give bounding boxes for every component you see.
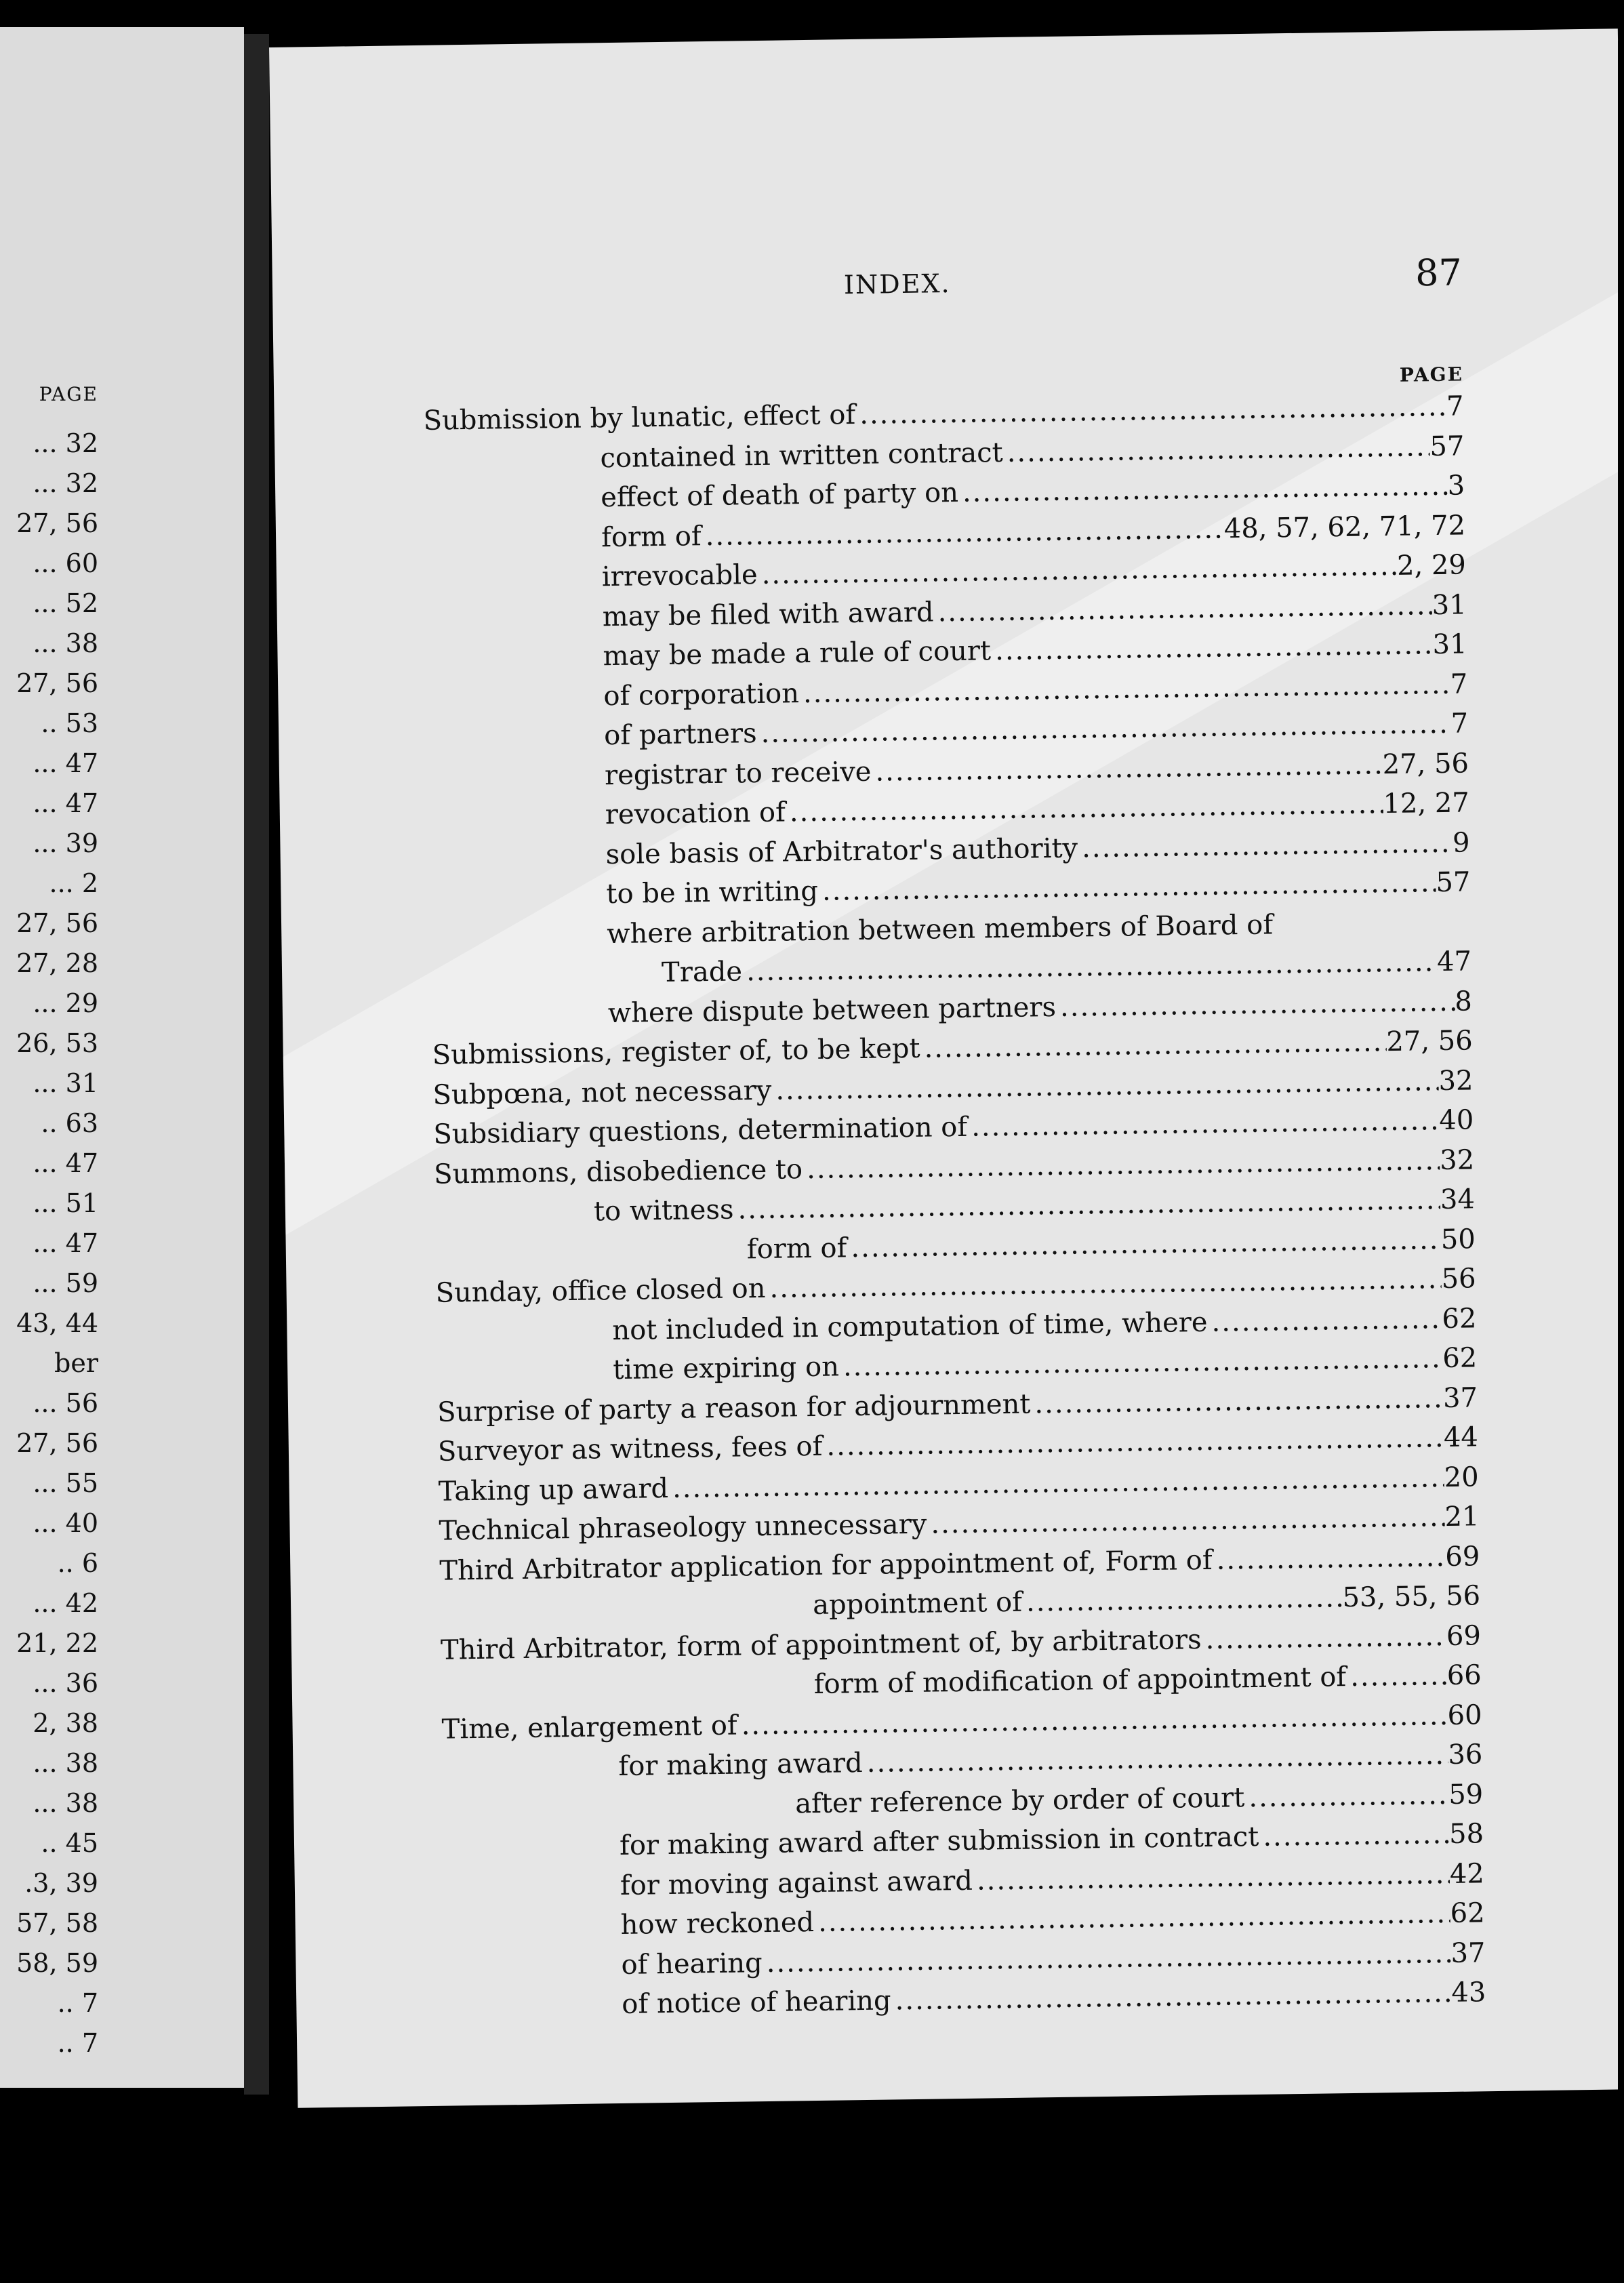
- page-column-label: PAGE: [1399, 363, 1464, 386]
- left-page-ref: 27, 56: [16, 508, 98, 538]
- index-entry-page: 3: [1447, 470, 1465, 502]
- index-entry-text: of hearing: [621, 1947, 763, 1981]
- index-entry-page: 62: [1442, 1302, 1477, 1335]
- index-entry-text: appointment of: [812, 1586, 1023, 1621]
- index-entry-text: revocation of: [605, 796, 786, 831]
- left-page-ref: 57, 58: [16, 1908, 98, 1938]
- index-entry-page: 57: [1436, 866, 1471, 899]
- left-page-ref: 27, 56: [16, 668, 98, 698]
- index-entry-text: Surprise of party a reason for adjournment: [437, 1388, 1031, 1428]
- index-entry-page: 62: [1442, 1342, 1478, 1375]
- index-entry-page: 37: [1442, 1381, 1478, 1414]
- index-entry-text: form of: [601, 520, 702, 553]
- index-entry-page: 7: [1450, 668, 1468, 700]
- index-entry-text: contained in written contract: [600, 437, 1003, 474]
- page-number: 87: [1415, 251, 1463, 295]
- left-page-refs: [0, 424, 98, 2063]
- left-page-ref: ... 55: [33, 1468, 98, 1498]
- index-entry-text: after reference by order of court: [794, 1781, 1245, 1819]
- index-entry-text: for moving against award: [620, 1865, 973, 1901]
- index-entry-text: Taking up award: [438, 1472, 669, 1508]
- index-entry-text: of corporation: [603, 677, 800, 712]
- right-page: [269, 28, 1624, 2107]
- dot-leader: [1259, 1815, 1450, 1857]
- left-page-ref: ... 42: [33, 1588, 98, 1618]
- index-entry-text: Time, enlargement of: [441, 1710, 737, 1745]
- left-page-ref: ... 31: [33, 1068, 98, 1098]
- index-entry-text: of partners: [603, 718, 757, 752]
- index-entry-page: 36: [1448, 1739, 1483, 1771]
- index-entry-page: 44: [1443, 1421, 1479, 1454]
- index-entry-text: where dispute between partners: [607, 991, 1057, 1029]
- index-entry-page: 32: [1439, 1144, 1475, 1176]
- dot-leader: [1078, 823, 1453, 868]
- index-entry-page: 53, 55, 56: [1342, 1580, 1481, 1614]
- dot-leader: [871, 745, 1383, 792]
- left-page-ref: .3, 39: [24, 1868, 98, 1898]
- book-gutter: [244, 34, 269, 2095]
- index-entry-page: 62: [1450, 1897, 1485, 1929]
- left-page-ref: .. 7: [57, 1988, 98, 2018]
- left-page-ref: .. 6: [57, 1548, 98, 1578]
- index-entry-page: 31: [1432, 588, 1467, 621]
- index-entry-text: how reckoned: [620, 1907, 815, 1941]
- dot-leader: [1056, 982, 1455, 1027]
- left-page-ref: ... 56: [33, 1388, 98, 1418]
- index-entry-text: Submissions, register of, to be kept: [432, 1032, 920, 1071]
- index-entry-page: 69: [1445, 1540, 1480, 1573]
- dot-leader: [1002, 427, 1430, 472]
- left-page-ref: 43, 44: [16, 1308, 98, 1338]
- index-entry-page: 50: [1440, 1223, 1476, 1255]
- index-entry-page: 34: [1440, 1184, 1476, 1216]
- dot-leader: [1244, 1775, 1449, 1817]
- index-entry-text: to be in writing: [606, 875, 819, 910]
- left-page-ref: 27, 56: [16, 908, 98, 938]
- index-entry-page: 48, 57, 62, 71, 72: [1223, 509, 1466, 544]
- left-page-ref: ... 29: [33, 988, 98, 1018]
- left-page-ref: ... 52: [33, 588, 98, 618]
- index-entry-text: Subpœna, not necessary: [432, 1074, 772, 1111]
- index-entry-page: 57: [1429, 430, 1465, 462]
- index-entry-page: 58: [1448, 1818, 1484, 1850]
- index-entry-text: Third Arbitrator, form of appointment of, by arbitrators: [440, 1623, 1202, 1666]
- index-entry-page: 12, 27: [1383, 787, 1470, 820]
- index-entry-page: 69: [1446, 1619, 1482, 1652]
- index-entry-text: Surveyor as witness, fees of: [437, 1430, 823, 1468]
- index-entry-page: 27, 56: [1382, 747, 1469, 780]
- dot-leader: [991, 625, 1433, 671]
- left-page-ref: ... 38: [33, 1748, 98, 1778]
- index-entry-page: 66: [1446, 1659, 1482, 1691]
- index-entry-text: Technical phraseology unnecessary: [439, 1508, 927, 1547]
- left-page-ref: ... 47: [33, 1148, 98, 1178]
- left-page-ref: ... 47: [33, 1228, 98, 1258]
- left-page: [0, 27, 244, 2088]
- index-entry-text: Submission by lunatic, effect of: [423, 399, 856, 437]
- index-entry-page: 9: [1452, 826, 1470, 859]
- index-entry-page: 2, 29: [1396, 549, 1467, 582]
- index-entry-page: 7: [1446, 390, 1464, 422]
- index-entry-text: Subsidiary questions, determination of: [433, 1111, 968, 1150]
- index-entry-text: time expiring on: [612, 1351, 840, 1386]
- index-entry-page: 60: [1447, 1699, 1482, 1731]
- index-entry-text: may be filed with award: [602, 596, 934, 632]
- index-entry-page: 40: [1439, 1104, 1474, 1137]
- index-entry-text: Sunday, office closed on: [435, 1272, 766, 1309]
- index-entry-page: 7: [1450, 708, 1469, 740]
- dot-leader: [1022, 1578, 1343, 1622]
- index-entry-page: 27, 56: [1386, 1025, 1473, 1058]
- dot-leader: [927, 1497, 1445, 1544]
- dot-leader: [933, 586, 1432, 632]
- left-page-ref: .. 45: [41, 1828, 98, 1858]
- dot-leader: [1030, 1379, 1444, 1424]
- left-page-ref: ... 2: [49, 868, 98, 898]
- dot-leader: [701, 509, 1224, 556]
- left-page-ref: 27, 28: [16, 948, 98, 978]
- index-entry-text: Trade: [661, 956, 743, 989]
- dot-leader: [891, 1973, 1452, 2021]
- dot-leader: [920, 1022, 1387, 1068]
- left-page-ref: 27, 56: [16, 1428, 98, 1458]
- left-page-ref: 58, 59: [16, 1948, 98, 1978]
- index-entries: [423, 386, 1486, 2027]
- index-entry-page: 21: [1444, 1501, 1480, 1533]
- index-entry-page: 42: [1449, 1857, 1485, 1890]
- left-page-ref: 21, 22: [16, 1628, 98, 1658]
- index-entry-page: 32: [1438, 1064, 1474, 1097]
- index-entry-text: form of modification of appointment of: [813, 1661, 1347, 1701]
- index-entry-page: 20: [1444, 1461, 1479, 1493]
- index-entry-page: 8: [1455, 985, 1473, 1017]
- index-entry-text: form of: [746, 1232, 847, 1265]
- left-page-ref: ... 51: [33, 1188, 98, 1218]
- left-page-ref: ... 32: [33, 468, 98, 498]
- dot-leader: [1212, 1537, 1446, 1579]
- index-entry-page: 31: [1432, 628, 1467, 661]
- index-entry-text: for making award: [618, 1747, 864, 1783]
- dot-leader: [1201, 1616, 1446, 1659]
- index-entry-text: may be made a rule of court: [603, 635, 992, 672]
- dot-leader: [958, 466, 1448, 513]
- left-page-column-label: PAGE: [39, 383, 98, 405]
- left-page-ref: ... 36: [33, 1668, 98, 1698]
- index-entry-text: effect of death of party on: [601, 477, 959, 514]
- index-entry-text: not included in computation of time, where: [612, 1306, 1208, 1346]
- dot-leader: [1346, 1656, 1447, 1697]
- index-entry-text: irrevocable: [601, 559, 758, 593]
- index-entry-page: 47: [1436, 946, 1472, 978]
- running-head: INDEX.: [843, 268, 951, 300]
- left-page-ref: ... 38: [33, 1788, 98, 1818]
- left-page-ref: .. 7: [57, 2028, 98, 2058]
- index-entry-text: to witness: [593, 1194, 734, 1228]
- left-page-ref: ... 32: [33, 428, 98, 458]
- index-entry-text: where arbitration between members of Board of: [606, 908, 1274, 950]
- index-entry-page: 43: [1451, 1977, 1486, 2008]
- left-page-ref: ... 38: [33, 628, 98, 658]
- index-entry-page: 37: [1450, 1937, 1486, 1969]
- left-page-ref: ... 47: [33, 788, 98, 818]
- index-entry-page: 56: [1441, 1263, 1476, 1295]
- left-page-ref: ... 47: [33, 748, 98, 778]
- left-page-ref: .. 63: [41, 1108, 98, 1138]
- left-page-ref: 26, 53: [16, 1028, 98, 1058]
- dot-leader: [1207, 1299, 1442, 1342]
- index-entry-text: registrar to receive: [604, 756, 872, 791]
- scan-border: [1618, 41, 1624, 2278]
- left-page-ref: .. 53: [41, 708, 98, 738]
- index-entry-text: sole basis of Arbitrator's authority: [605, 832, 1078, 870]
- index-entry-text: of notice of hearing: [622, 1985, 891, 2021]
- left-page-ref: 2, 38: [33, 1708, 98, 1738]
- dot-leader: [973, 1854, 1450, 1900]
- index-entry-text: Summons, disobedience to: [433, 1153, 803, 1190]
- left-page-ref: ... 59: [33, 1268, 98, 1298]
- dot-leader: [967, 1101, 1440, 1147]
- index-entry-text: for making award after submission in contract: [619, 1821, 1259, 1862]
- left-page-ref: ... 60: [33, 548, 98, 578]
- left-page-ref: ... 39: [33, 828, 98, 858]
- index-entry-text: Third Arbitrator application for appointment of, Form of: [439, 1544, 1213, 1587]
- left-page-ref: ... 40: [33, 1508, 98, 1538]
- left-page-ref: ber: [54, 1348, 98, 1378]
- index-entry-page: 59: [1448, 1778, 1484, 1811]
